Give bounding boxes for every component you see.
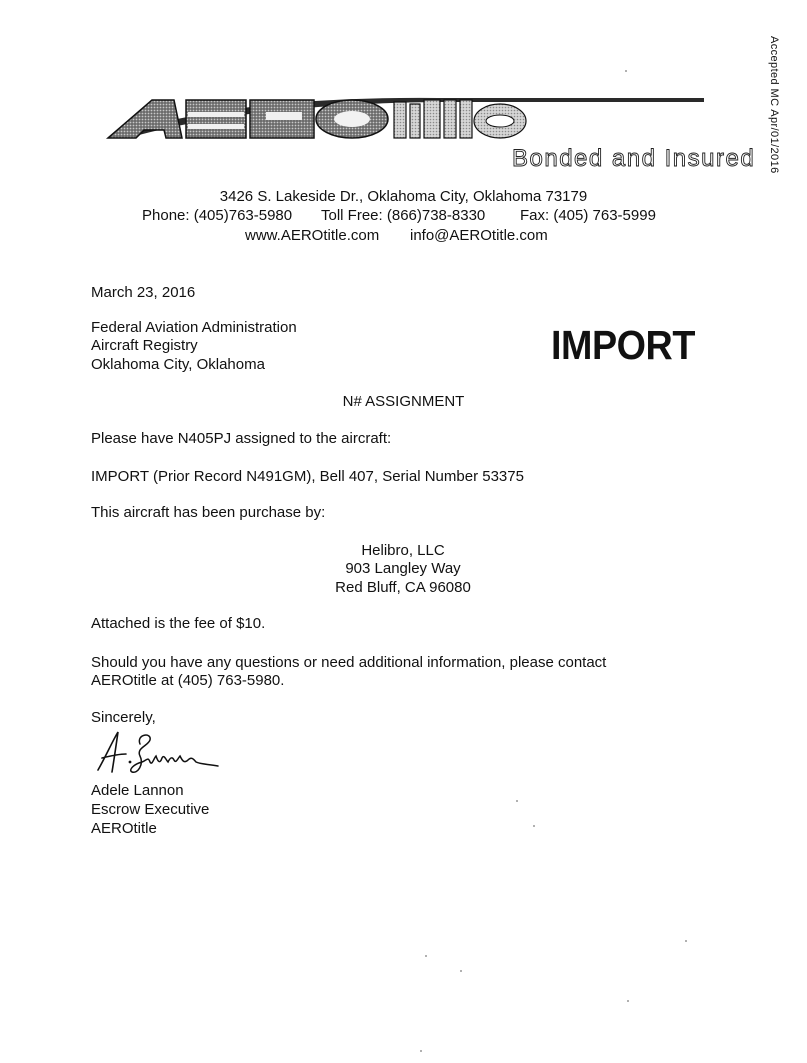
- aerotitle-logo: [108, 94, 756, 174]
- scan-speck: [516, 800, 518, 802]
- acceptance-stamp: Accepted MC Apr/01/2016: [768, 36, 780, 174]
- fee-note: Attached is the fee of $10.: [91, 615, 266, 632]
- logo-tagline: Bonded and Insured: [512, 145, 756, 172]
- recipient-line-2: Aircraft Registry: [91, 337, 198, 354]
- signer-name: Adele Lannon: [91, 782, 184, 799]
- signer-company: AEROtitle: [91, 820, 157, 837]
- letterhead-toll-free: Toll Free: (866)738-8330: [321, 207, 486, 224]
- recipient-line-3: Oklahoma City, Oklahoma: [91, 356, 265, 373]
- buyer-street: 903 Langley Way: [345, 560, 461, 577]
- body-aircraft: IMPORT (Prior Record N491GM), Bell 407, Serial Number 53375: [91, 468, 524, 485]
- recipient-line-1: Federal Aviation Administration: [91, 319, 297, 336]
- letterhead-phone: Phone: (405)763-5980: [142, 207, 293, 224]
- letter-date: March 23, 2016: [91, 284, 196, 301]
- contact-line-2: AEROtitle at (405) 763-5980.: [91, 672, 285, 689]
- scan-speck: [625, 70, 627, 72]
- contact-line-1: Should you have any questions or need additional information, please contact: [91, 654, 607, 671]
- import-label: IMPORT: [551, 322, 695, 368]
- scan-speck: [685, 940, 687, 942]
- scan-speck: [627, 1000, 629, 1002]
- handwritten-signature: [92, 726, 232, 778]
- scan-speck: [460, 970, 462, 972]
- letterhead-fax: Fax: (405) 763-5999: [520, 207, 656, 224]
- scan-speck: [420, 1050, 422, 1052]
- body-request: Please have N405PJ assigned to the aircraft:: [91, 430, 392, 447]
- body-purchased-by: This aircraft has been purchase by:: [91, 504, 326, 521]
- letterhead-address: 3426 S. Lakeside Dr., Oklahoma City, Oklahoma 73179: [219, 188, 588, 205]
- closing-salutation: Sincerely,: [91, 709, 156, 726]
- letterhead-email: info@AEROtitle.com: [410, 227, 548, 244]
- scan-speck: [533, 825, 535, 827]
- signer-title: Escrow Executive: [91, 801, 210, 818]
- letterhead-website: www.AEROtitle.com: [245, 227, 380, 244]
- subject-line: N# ASSIGNMENT: [342, 393, 465, 410]
- buyer-city: Red Bluff, CA 96080: [335, 579, 471, 596]
- buyer-name: Helibro, LLC: [361, 542, 445, 559]
- scan-speck: [425, 955, 427, 957]
